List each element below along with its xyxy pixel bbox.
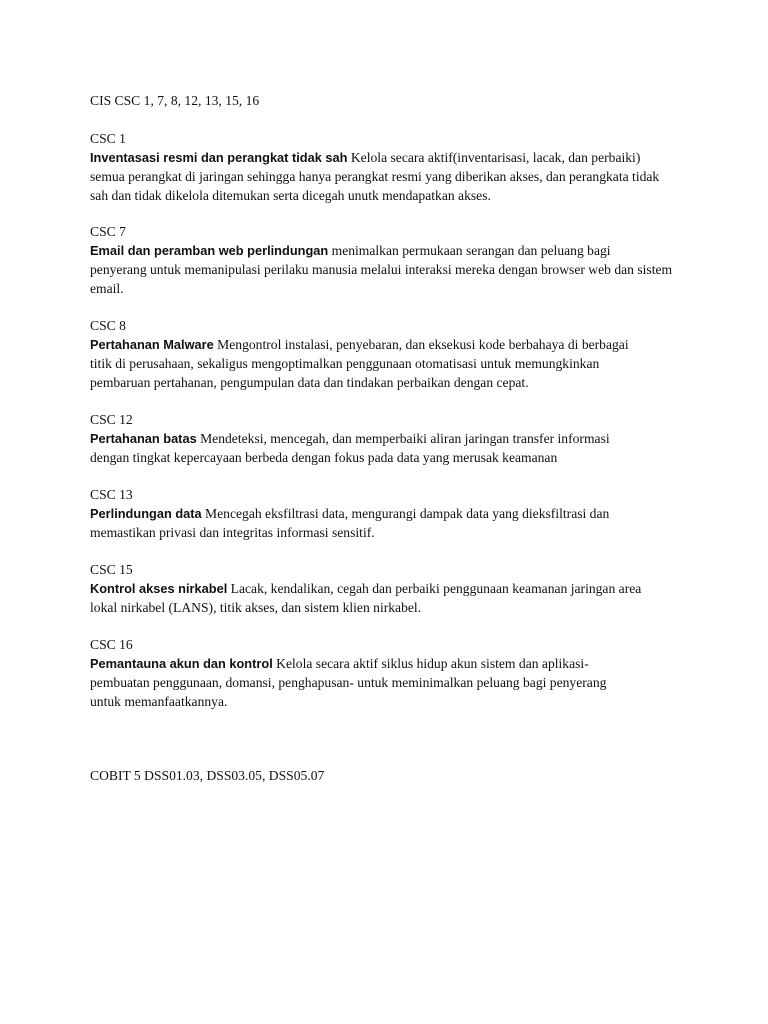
section-heading: CSC 7: [90, 224, 126, 239]
section-first-line: [90, 429, 610, 448]
section-text: Mencegah eksfiltrasi data, mengurangi dampak data yang dieksfiltrasi dan: [201, 506, 610, 521]
section-text: titik di perusahaan, sekaligus mengoptimalkan penggunaan otomatisasi untuk memungkinkan: [90, 356, 600, 371]
section-heading: CSC 15: [90, 562, 133, 577]
document-title: CIS CSC 1, 7, 8, 12, 13, 15, 16: [90, 93, 260, 108]
section-heading: CSC 12: [90, 412, 133, 427]
section-term: Pemantauna akun dan kontrol: [90, 656, 273, 671]
section-text: Kelola secara aktif(inventarisasi, lacak, dan perbaiki): [347, 150, 641, 165]
section-text: email.: [90, 281, 124, 296]
section-text: pembaruan pertahanan, pengumpulan data dan tindakan perbaikan dengan cepat.: [90, 375, 529, 390]
section-heading: CSC 16: [90, 637, 133, 652]
section-first-line: [90, 241, 611, 260]
section-text: penyerang untuk memanipulasi perilaku manusia melalui interaksi mereka dengan browser web dan sistem: [90, 262, 673, 277]
section-heading: CSC 8: [90, 318, 126, 333]
section-term: Inventasasi resmi dan perangkat tidak sah: [90, 150, 348, 165]
section-text: lokal nirkabel (LANS), titik akses, dan sistem klien nirkabel.: [90, 600, 422, 615]
section-term: Email dan peramban web perlindungan: [90, 243, 329, 258]
section-first-line: [90, 148, 640, 167]
section-text: Mendeteksi, mencegah, dan memperbaiki aliran jaringan transfer informasi: [196, 431, 610, 446]
section-first-line: [90, 579, 641, 598]
section-text: semua perangkat di jaringan sehingga hanya perangkat resmi yang diberikan akses, dan perangkata tidak: [90, 169, 660, 184]
section-term: Perlindungan data: [90, 506, 202, 521]
section-term: Kontrol akses nirkabel: [90, 581, 228, 596]
section-first-line: [90, 335, 629, 354]
section-text: pembuatan penggunaan, domansi, penghapusan- untuk meminimalkan peluang bagi penyerang: [90, 675, 607, 690]
section-term: Pertahanan Malware: [90, 337, 214, 352]
cobit-reference: COBIT 5 DSS01.03, DSS03.05, DSS05.07: [90, 768, 325, 783]
section-first-line: [90, 654, 589, 673]
section-text: sah dan tidak dikelola ditemukan serta dicegah unutk mendapatkan akses.: [90, 188, 491, 203]
section-term: Pertahanan batas: [90, 431, 197, 446]
section-text: Lacak, kendalikan, cegah dan perbaiki penggunaan keamanan jaringan area: [227, 581, 642, 596]
section-heading: CSC 1: [90, 131, 126, 146]
section-text: menimalkan permukaan serangan dan peluang bagi: [328, 243, 611, 258]
section-first-line: [90, 504, 609, 523]
section-text: Kelola secara aktif siklus hidup akun sistem dan aplikasi-: [272, 656, 589, 671]
section-heading: CSC 13: [90, 487, 133, 502]
section-text: dengan tingkat kepercayaan berbeda dengan fokus pada data yang merusak keamanan: [90, 450, 558, 465]
section-text: Mengontrol instalasi, penyebaran, dan eksekusi kode berbahaya di berbagai: [213, 337, 629, 352]
section-text: memastikan privasi dan integritas informasi sensitif.: [90, 525, 375, 540]
section-text: untuk memanfaatkannya.: [90, 694, 228, 709]
